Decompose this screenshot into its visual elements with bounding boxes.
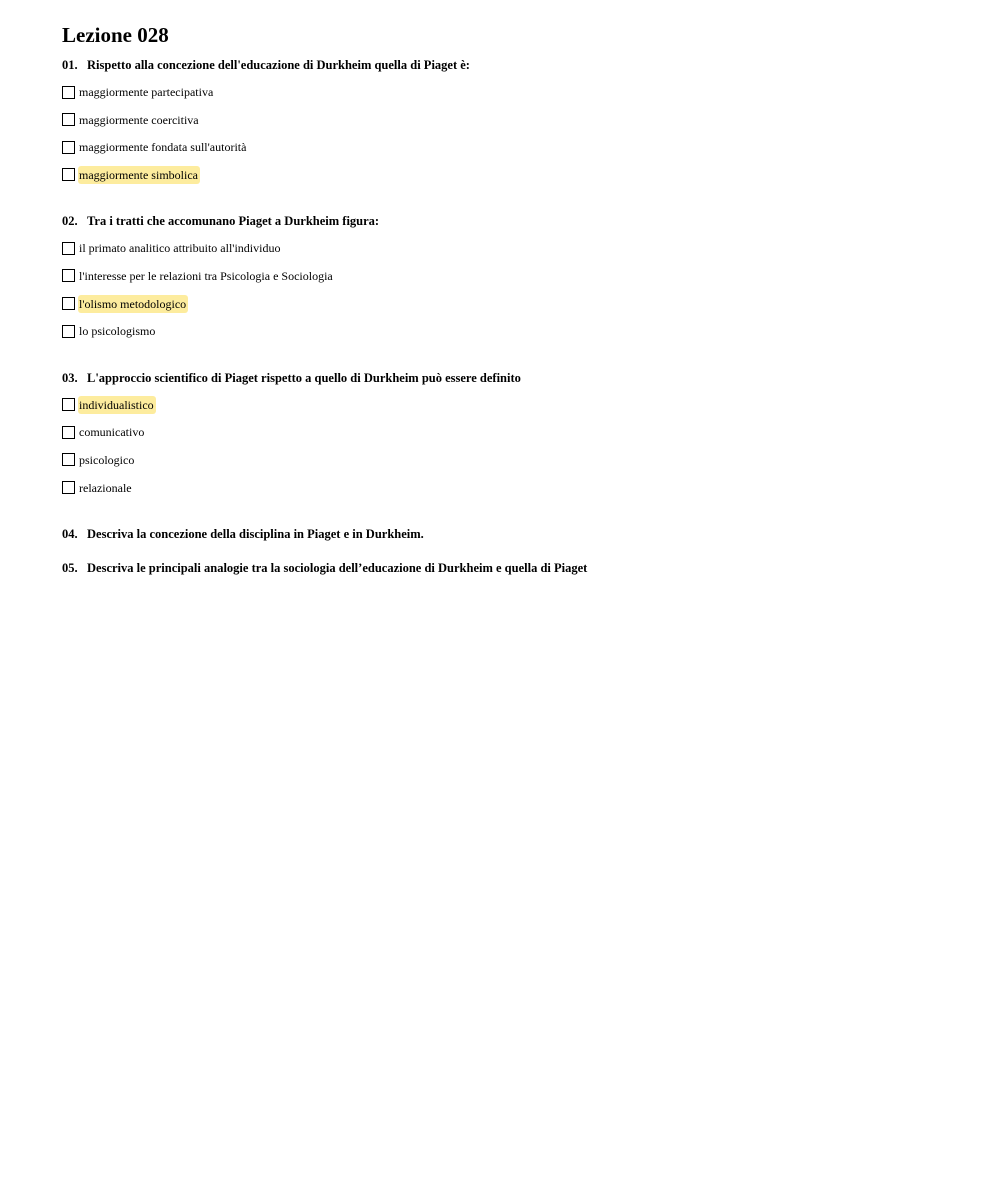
answer-checkbox[interactable] [62, 113, 75, 126]
answer-option [62, 239, 962, 257]
answer-label: relazionale [79, 480, 132, 495]
answer-checkbox[interactable] [62, 325, 75, 338]
answer-label-highlighted: maggiormente simbolica [79, 167, 198, 182]
lesson-page [62, 22, 962, 586]
answer-option [62, 322, 962, 340]
answer-label: maggiormente coercitiva [79, 112, 199, 127]
page-title: Lezione 028 [62, 23, 169, 47]
answer-label: l'interesse per le relazioni tra Psicologia e Sociologia [79, 268, 333, 283]
answer-option [62, 295, 962, 313]
question-text: Descriva le principali analogie tra la sociologia dell’educazione di Durkheim e quella di Piaget [87, 561, 588, 576]
question-03 [62, 370, 962, 497]
answer-checkbox[interactable] [62, 86, 75, 99]
answer-label: lo psicologismo [79, 324, 156, 339]
question-number: 02. [62, 214, 78, 229]
answer-label: maggiormente fondata sull'autorità [79, 140, 247, 155]
question-title [62, 526, 962, 542]
answer-option [62, 83, 962, 101]
answer-checkbox[interactable] [62, 453, 75, 466]
answer-checkbox[interactable] [62, 242, 75, 255]
answer-option [62, 479, 962, 497]
answer-label: il primato analitico attribuito all'individuo [79, 241, 281, 256]
question-text: Rispetto alla concezione dell'educazione di Durkheim quella di Piaget è: [87, 58, 470, 72]
answer-option [62, 451, 962, 469]
question-05 [62, 560, 962, 576]
answer-option [62, 423, 962, 441]
answer-option [62, 138, 962, 156]
question-title [62, 370, 962, 386]
answer-checkbox[interactable] [62, 481, 75, 494]
answer-label: maggiormente partecipativa [79, 85, 214, 99]
answer-checkbox[interactable] [62, 297, 75, 310]
question-text: Descriva la concezione della disciplina in Piaget e in Durkheim. [87, 527, 424, 542]
answer-label-highlighted: l'olismo metodologico [79, 296, 187, 311]
question-number: 04. [62, 527, 78, 542]
answer-label-highlighted: individualistico [79, 397, 154, 412]
question-title [62, 560, 962, 576]
answer-checkbox[interactable] [62, 426, 75, 439]
answer-option [62, 111, 962, 129]
answer-checkbox[interactable] [62, 141, 75, 154]
answer-option [62, 396, 962, 414]
question-04 [62, 526, 962, 542]
question-01 [62, 57, 962, 184]
answer-label: psicologico [79, 452, 135, 467]
question-number: 03. [62, 370, 78, 385]
question-text: Tra i tratti che accomunano Piaget a Durkheim figura: [87, 214, 380, 229]
answer-option [62, 267, 962, 285]
question-number: 01. [62, 58, 78, 72]
question-title [62, 57, 962, 73]
question-number: 05. [62, 561, 78, 576]
answer-label: comunicativo [79, 425, 145, 440]
answer-checkbox[interactable] [62, 269, 75, 282]
answer-checkbox[interactable] [62, 398, 75, 411]
question-title [62, 213, 962, 229]
answer-option [62, 166, 962, 184]
question-text: L'approccio scientifico di Piaget rispetto a quello di Durkheim può essere definito [87, 370, 521, 385]
answer-checkbox[interactable] [62, 168, 75, 181]
question-02 [62, 213, 962, 340]
